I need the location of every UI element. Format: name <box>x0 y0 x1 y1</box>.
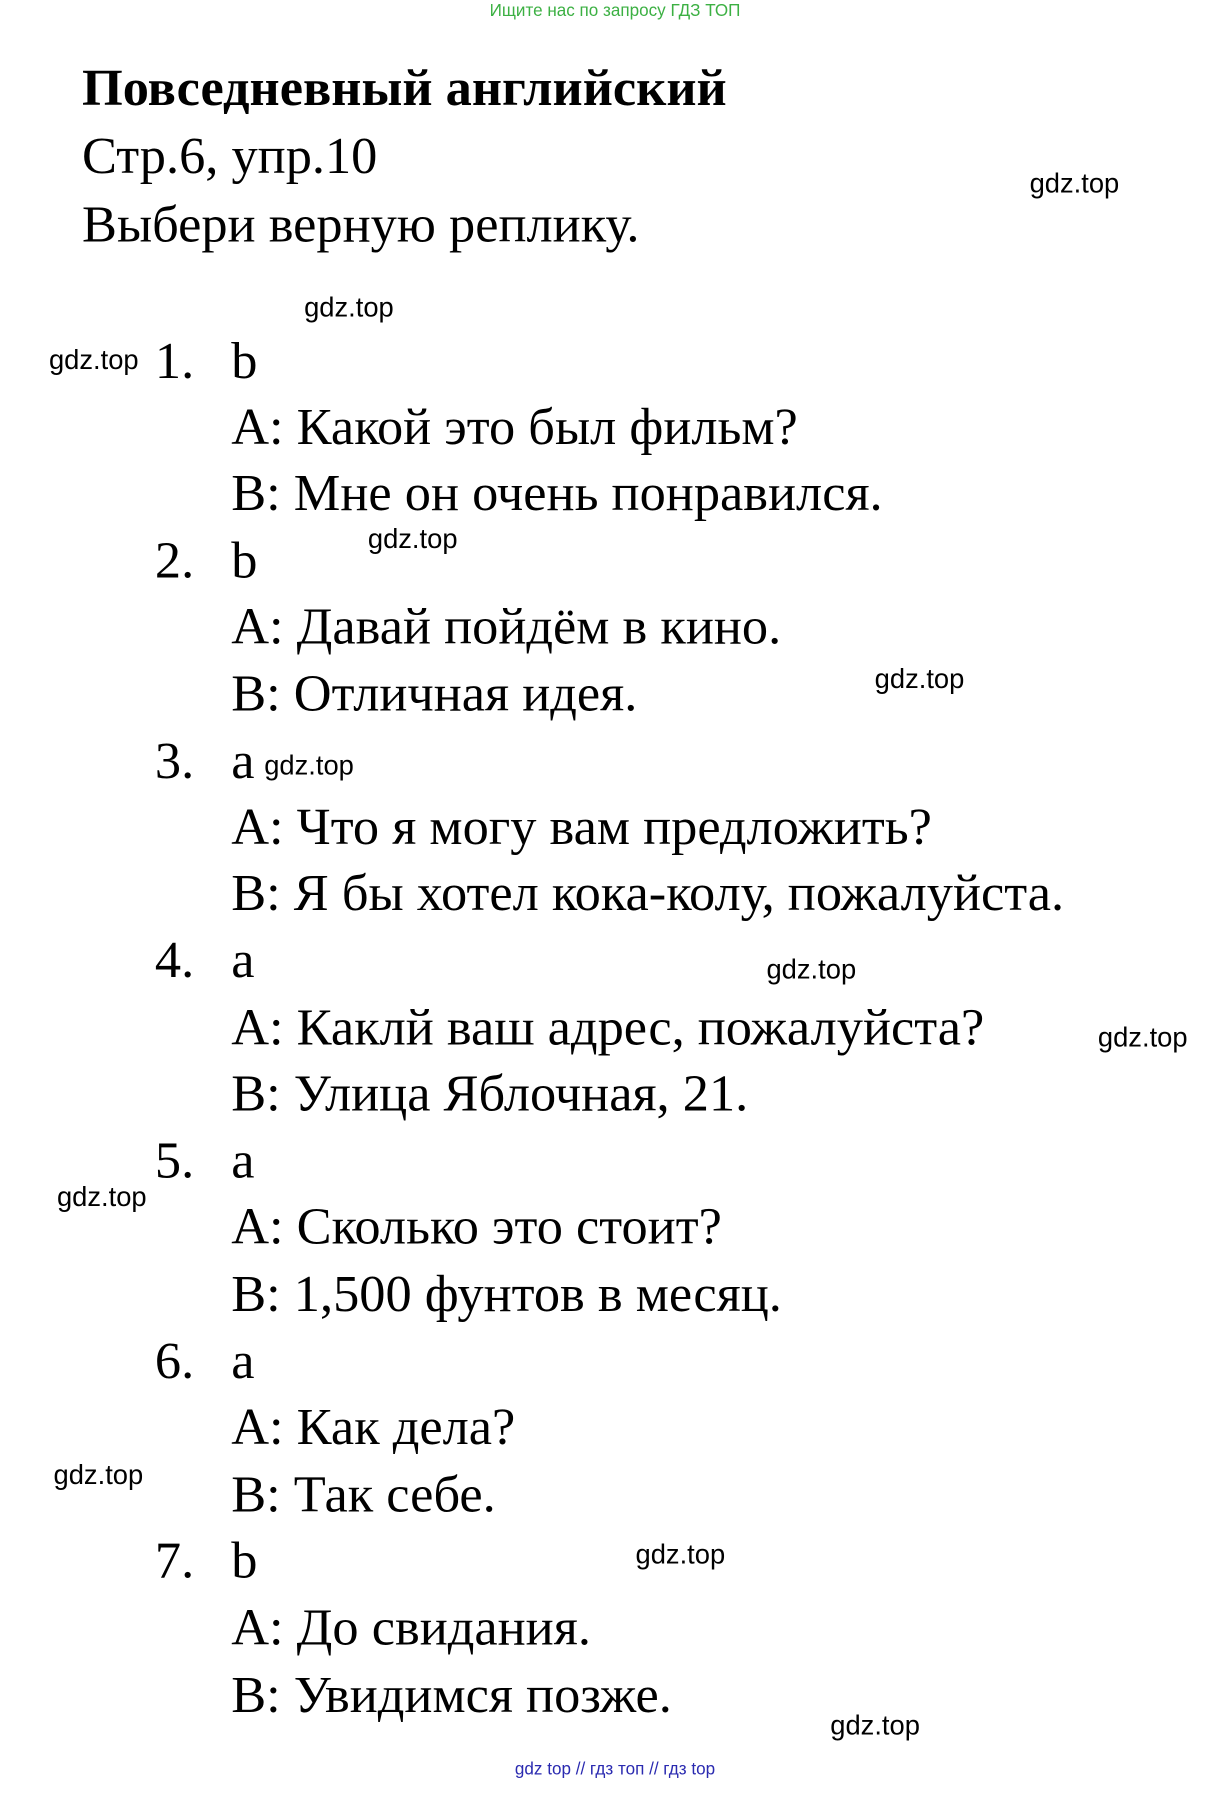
watermark: gdz.top <box>56 1182 147 1213</box>
item-number: 4. <box>154 930 195 989</box>
dialogue-line-b: B: Улица Яблочная, 21. <box>231 1063 749 1122</box>
dialogue-line-b: B: Мне он очень понравился. <box>231 463 883 522</box>
exercise-reference: Стр.6, упр.10 <box>82 126 378 185</box>
dialogue-line-a: A: До свидания. <box>231 1597 591 1656</box>
dialogue-line-b: B: Я бы хотел кока-колу, пожалуйста. <box>231 863 1065 922</box>
item-answer: a <box>231 731 255 790</box>
dialogue-line-b: B: Увидимся позже. <box>231 1665 672 1724</box>
item-number: 1. <box>154 331 195 390</box>
watermark: gdz.top <box>48 345 139 376</box>
item-number: 6. <box>154 1331 195 1390</box>
item-number: 3. <box>154 731 195 790</box>
dialogue-line-a: A: Сколько это стоит? <box>231 1196 722 1256</box>
dialogue-line-b: B: Так себе. <box>231 1464 496 1523</box>
footer-links[interactable]: gdz top // гдз топ // гдз top <box>514 1759 716 1779</box>
exercise-instruction: Выбери верную реплику. <box>82 194 640 253</box>
watermark: gdz.top <box>264 750 354 782</box>
item-answer: a <box>231 1130 255 1190</box>
watermark: gdz.top <box>1097 1022 1188 1054</box>
watermark: gdz.top <box>367 523 458 555</box>
watermark: gdz.top <box>874 663 965 695</box>
dialogue-line-a: A: Как дела? <box>231 1397 516 1456</box>
dialogue-line-b: B: Отличная идея. <box>231 663 638 723</box>
item-answer: b <box>231 1530 258 1589</box>
dialogue-line-a: A: Что я могу вам предложить? <box>231 797 932 856</box>
item-number: 2. <box>154 530 195 589</box>
watermark: gdz.top <box>53 1460 144 1491</box>
item-answer: b <box>231 331 258 390</box>
watermark: gdz.top <box>766 954 857 986</box>
item-number: 5. <box>154 1130 195 1190</box>
dialogue-line-a: A: Давай пойдём в кино. <box>231 596 782 655</box>
item-number: 7. <box>154 1530 195 1589</box>
watermark: gdz.top <box>304 292 394 324</box>
item-answer: a <box>231 930 255 989</box>
item-answer: a <box>231 1331 255 1390</box>
top-banner[interactable]: Ищите нас по запросу ГДЗ ТОП <box>489 1 741 21</box>
item-answer: b <box>231 530 258 589</box>
watermark: gdz.top <box>635 1539 726 1571</box>
watermark: gdz.top <box>830 1710 920 1742</box>
dialogue-line-a: A: Каклй ваш адрес, пожалуйста? <box>231 997 985 1056</box>
dialogue-line-a: A: Какой это был фильм? <box>231 397 798 456</box>
page-title: Повседневный английский <box>82 58 727 117</box>
watermark: gdz.top <box>1029 168 1120 200</box>
dialogue-line-b: B: 1,500 фунтов в месяц. <box>231 1264 782 1323</box>
